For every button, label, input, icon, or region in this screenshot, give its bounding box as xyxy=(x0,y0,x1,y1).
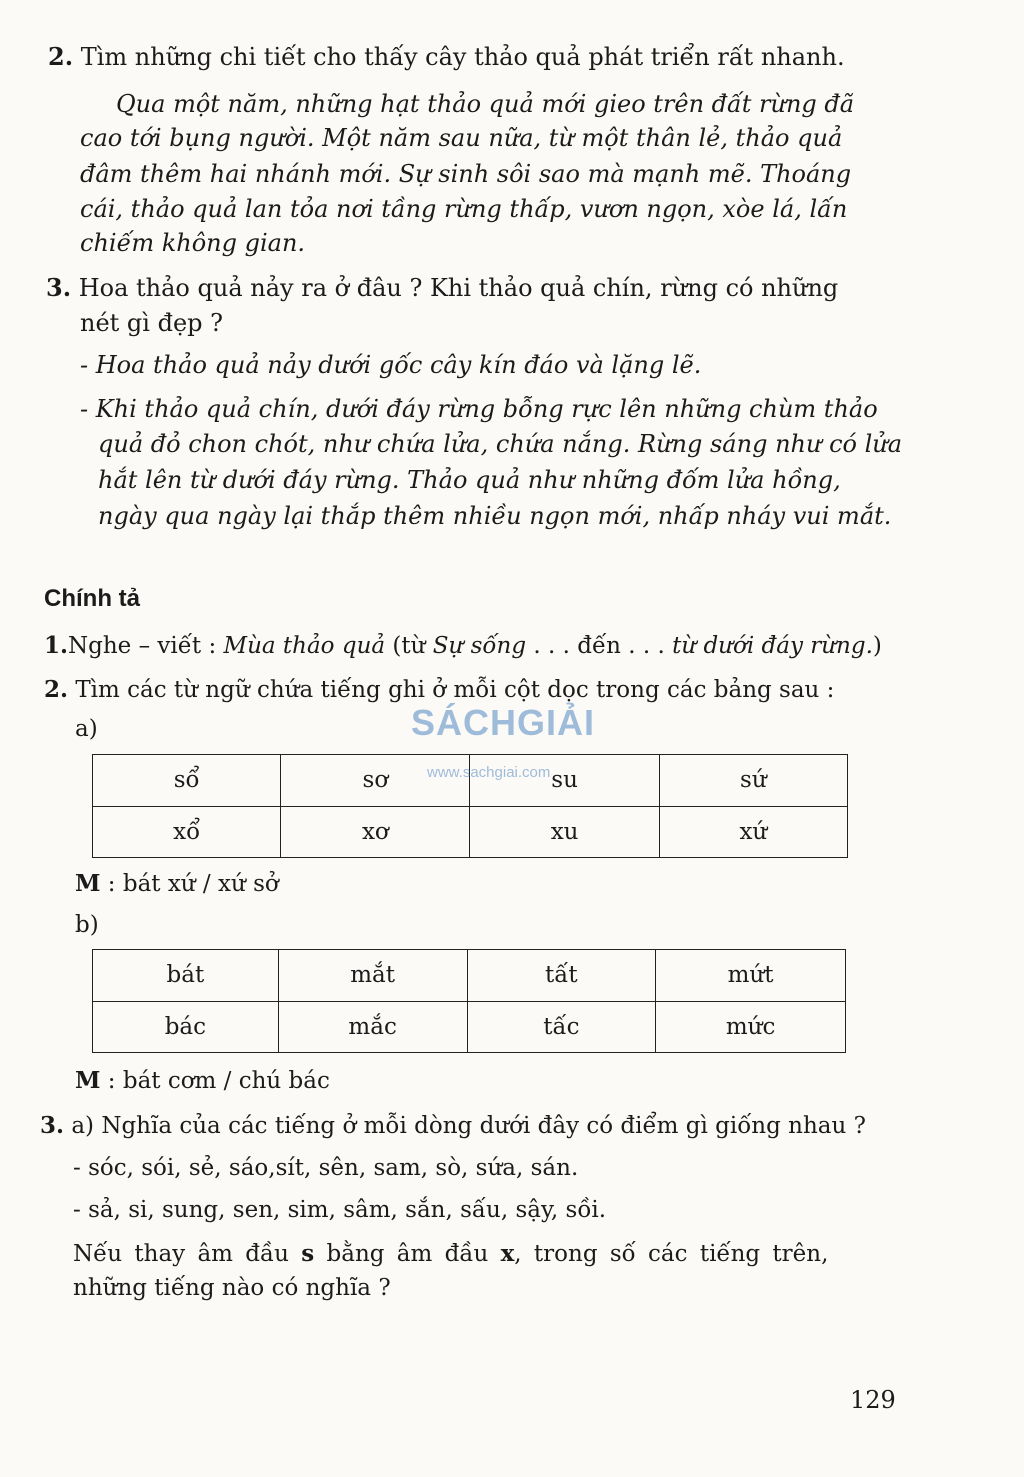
q3-answer-line: ngày qua ngày lại thắp thêm nhiều ngọn mới, nhấp nháy vui mắt. xyxy=(98,502,892,530)
table-cell: xứ xyxy=(659,806,847,858)
ct2-number: 2. xyxy=(44,676,69,703)
q3-question-line1 xyxy=(46,273,838,302)
ct1-to: từ dưới đáy rừng. xyxy=(672,633,873,659)
q2-answer-line: chiếm không gian. xyxy=(80,229,306,257)
ct3-condition-line2: những tiếng nào có nghĩa ? xyxy=(73,1275,391,1301)
table-cell: mứt xyxy=(656,950,846,1002)
example-a xyxy=(75,870,279,897)
watermark-url: www.sachgiai.com xyxy=(427,764,551,781)
table-cell: mắc xyxy=(278,1001,467,1053)
ct1-from: Sự sống xyxy=(432,633,527,659)
table-cell: mức xyxy=(656,1001,846,1053)
ct3-question: a) Nghĩa của các tiếng ở mỗi dòng dưới đây có điểm gì giống nhau ? xyxy=(71,1113,866,1139)
ct1-paren-close: ) xyxy=(872,633,882,659)
table-row xyxy=(93,806,848,858)
ct1-number: 1. xyxy=(44,632,69,659)
q2-answer-line: cao tới bụng người. Một năm sau nữa, từ một thân lẻ, thảo quả xyxy=(80,124,843,152)
example-a-text: : bát xứ / xứ sở xyxy=(100,871,279,897)
ct2-instruction: Tìm các từ ngữ chứa tiếng ghi ở mỗi cột dọc trong các bảng sau : xyxy=(75,677,835,703)
part-a-label: a) xyxy=(75,716,98,742)
ct3-number: 3. xyxy=(40,1112,65,1139)
cond-x: x xyxy=(500,1240,515,1267)
table-cell: tất xyxy=(467,950,656,1002)
ct1-prefix: Nghe – viết : xyxy=(68,633,224,659)
cond-after: , trong số các tiếng trên, xyxy=(514,1241,829,1267)
q2-answer-line: đâm thêm hai nhánh mới. Sự sinh sôi sao mà mạnh mẽ. Thoáng xyxy=(80,160,852,188)
table-cell: xơ xyxy=(281,806,470,858)
table-cell: su xyxy=(470,755,659,807)
ct1-line xyxy=(44,632,882,659)
table-cell: tấc xyxy=(467,1001,656,1053)
ct3-question-line xyxy=(40,1112,866,1139)
q3-number: 3. xyxy=(46,273,72,302)
table-cell: sơ xyxy=(281,755,470,807)
cond-s: s xyxy=(301,1240,315,1267)
ct3-line1: - sóc, sói, sẻ, sáo,sít, sên, sam, sò, sứa, sán. xyxy=(73,1155,579,1181)
q3-question-text: Hoa thảo quả nảy ra ở đâu ? Khi thảo quả chín, rừng có những xyxy=(78,274,839,302)
ct2-instruction-line xyxy=(44,676,834,703)
table-b xyxy=(92,949,846,1053)
q3-answer-line: quả đỏ chon chót, như chứa lửa, chứa nắng. Rừng sáng như có lửa xyxy=(98,430,903,458)
table-cell: xổ xyxy=(93,806,281,858)
q2-number: 2. xyxy=(48,42,74,71)
ct1-paren-open: (từ xyxy=(385,633,433,659)
table-row xyxy=(93,1001,846,1053)
example-a-label: M xyxy=(75,870,101,897)
q2-question-text: Tìm những chi tiết cho thấy cây thảo quả phát triển rất nhanh. xyxy=(80,43,845,71)
q3-answer-line: - Khi thảo quả chín, dưới đáy rừng bỗng rực lên những chùm thảo xyxy=(80,395,878,423)
q2-question xyxy=(48,42,845,71)
cond-before: Nếu thay âm đầu xyxy=(73,1241,302,1267)
cond-mid: bằng âm đầu xyxy=(314,1241,501,1267)
ct3-condition-line xyxy=(73,1240,828,1267)
q3-answer-line: hắt lên từ dưới đáy rừng. Thảo quả như những đốm lửa hồng, xyxy=(98,466,841,494)
page-number: 129 xyxy=(850,1386,896,1414)
table-cell: sổ xyxy=(93,755,281,807)
table-cell: xu xyxy=(470,806,659,858)
table-row xyxy=(93,950,846,1002)
q2-answer-line: Qua một năm, những hạt thảo quả mới gieo trên đất rừng đã xyxy=(116,90,855,118)
part-b-label: b) xyxy=(75,912,99,938)
section-title: Chính tả xyxy=(44,585,140,612)
example-b-text: : bát cơm / chú bác xyxy=(100,1068,330,1094)
q3-answer-line: - Hoa thảo quả nảy dưới gốc cây kín đáo và lặng lẽ. xyxy=(80,351,702,379)
example-b xyxy=(75,1067,330,1094)
example-b-label: M xyxy=(75,1067,101,1094)
watermark-title: SÁCHGIẢI xyxy=(411,702,596,743)
table-cell: sứ xyxy=(659,755,847,807)
q2-answer-line: cái, thảo quả lan tỏa nơi tầng rừng thấp, vươn ngọn, xòe lá, lấn xyxy=(80,195,848,223)
ct1-title: Mùa thảo quả xyxy=(223,633,386,659)
ct1-middle: . . . đến . . . xyxy=(526,633,673,659)
table-cell: mắt xyxy=(278,950,467,1002)
q3-question-line2: nét gì đẹp ? xyxy=(80,309,224,337)
table-a xyxy=(92,754,848,858)
table-cell: bác xyxy=(93,1001,279,1053)
table-cell: bát xyxy=(93,950,279,1002)
table-row xyxy=(93,755,848,807)
ct3-line2: - sả, si, sung, sen, sim, sâm, sắn, sấu, sậy, sồi. xyxy=(73,1197,607,1223)
